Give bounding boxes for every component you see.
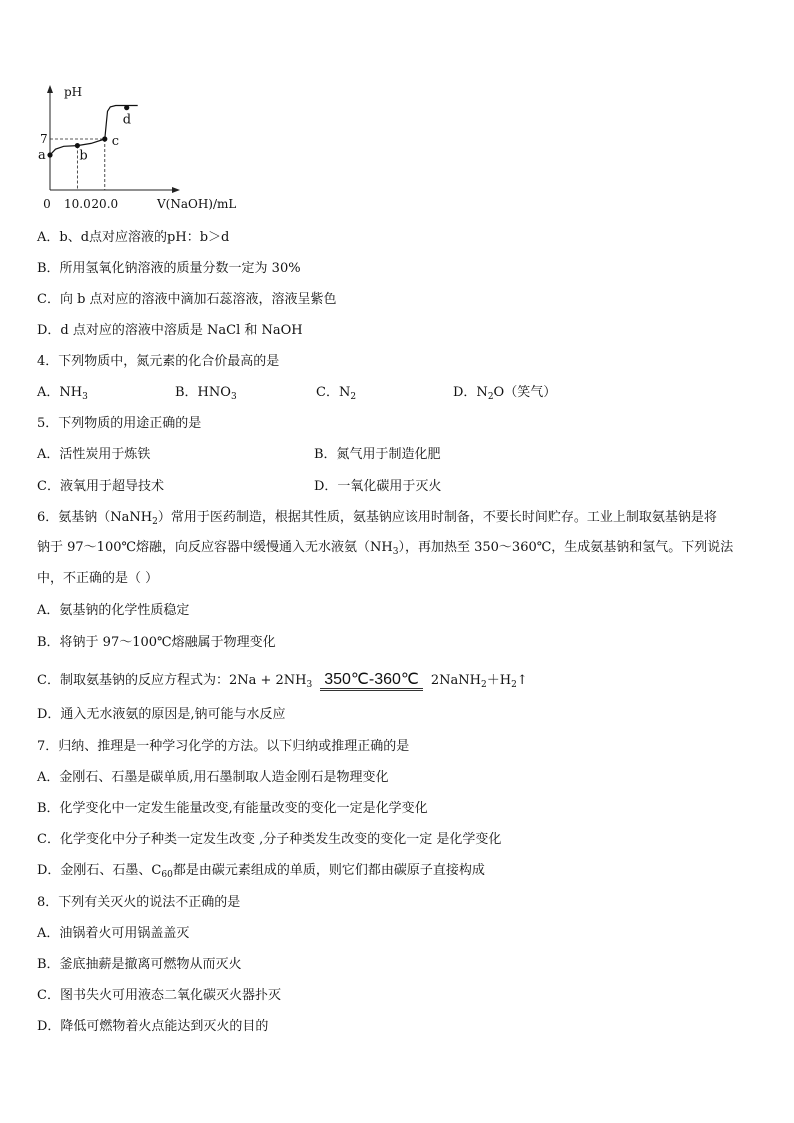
point-label-b: b <box>79 148 88 164</box>
q8-stem: 8．下列有关灭火的说法不正确的是 <box>37 895 241 910</box>
data-point-a <box>47 152 52 157</box>
q3-option-a: A．b、d点对应溶液的pH：b＞d <box>37 230 230 245</box>
q3-option-b: B．所用氢氧化钠溶液的质量分数一定为 30% <box>37 261 301 276</box>
q5-option-d: D．一氧化碳用于灭火 <box>314 479 442 494</box>
q8-option-b: B．釜底抽薪是撤离可燃物从而灭火 <box>37 957 242 972</box>
q6-stem-line-2: 钠于 97～100℃熔融，向反应容器中缓慢通入无水液氨$(NH_3)$，再加热至 350～360℃，生成氨基钠和氢气。下列说法 <box>37 540 734 557</box>
point-label-d: d <box>122 112 132 128</box>
y-axis-label: pH <box>64 85 83 99</box>
q8-option-c: C．图书失火可用液态二氧化碳灭火器扑灭 <box>37 988 281 1003</box>
q6-stem-line-3: 中，不正确的是（ ） <box>37 571 159 586</box>
q5-option-c: C．液氧用于超导技术 <box>37 479 164 494</box>
q6-option-a: A．氨基钠的化学性质稳定 <box>37 603 190 618</box>
y-axis-arrow <box>47 85 53 93</box>
q6-stem-line-1: 6．氨基钠（NaNH$_2$）常用于医药制造，根据其性质，氨基钠应该用时制备，不要长时间贮存。工业上制取氨基钠是将 <box>37 510 717 527</box>
q4-option-b: B．$HNO_3$ <box>175 385 237 402</box>
q6-option-b: B．将钠于 97～100℃熔融属于物理变化 <box>37 635 276 650</box>
q4-option-a: A．$NH_3$ <box>37 385 88 402</box>
point-label-c: c <box>111 134 120 149</box>
q4-option-d: D．$N_2O$（笑气） <box>453 385 557 402</box>
q5-option-a: A．活性炭用于炼铁 <box>37 447 151 462</box>
q4-stem: 4．下列物质中，氮元素的化合价最高的是 <box>37 354 280 369</box>
x-axis-arrow <box>172 187 180 193</box>
x-tick-label: 0 <box>43 197 51 211</box>
q4-option-c: C．$N_2$ <box>316 385 357 402</box>
data-point-d <box>124 105 129 110</box>
q5-stem: 5．下列物质的用途正确的是 <box>37 416 202 431</box>
q6-option-d: D．通入无水液氨的原因是,钠可能与水反应 <box>37 707 286 722</box>
ph-titration-chart <box>36 82 236 214</box>
q7-option-b: B．化学变化中一定发生能量改变,有能量改变的变化一定是化学变化 <box>37 801 428 816</box>
reaction-condition: 350℃-360℃ <box>320 671 423 691</box>
q7-stem: 7．归纳、推理是一种学习化学的方法。以下归纳或推理正确的是 <box>37 739 410 754</box>
data-point-c <box>102 136 107 141</box>
gas-arrow-icon: ↑ <box>516 673 528 688</box>
q7-option-d: D．金刚石、石墨、$C_{60}$都是由碳元素组成的单质，则它们都由碳原子直接构成 <box>37 863 485 880</box>
q7-option-c: C．化学变化中分子种类一定发生改变 ,分子种类发生改变的变化一定 是化学变化 <box>37 832 502 847</box>
x-tick-label: 10.0 <box>64 197 91 211</box>
point-label-a: a <box>38 148 46 164</box>
q5-option-b: B．氮气用于制造化肥 <box>314 447 441 462</box>
q8-option-a: A．油锅着火可用锅盖盖灭 <box>37 926 190 941</box>
q3-option-c: C．向 b 点对应的溶液中滴加石蕊溶液，溶液呈紫色 <box>37 292 337 307</box>
q3-option-d: D．d 点对应的溶液中溶质是 NaCl 和 NaOH <box>37 323 303 338</box>
q8-option-d: D．降低可燃物着火点能达到灭火的目的 <box>37 1019 269 1034</box>
q6-option-c: C．制取氨基钠的反应方程式为：$2Na + 2NH_3$ 350℃-360℃ $2NaNH_2+H_2↑$ <box>37 671 528 690</box>
y-tick-label: 7 <box>40 132 48 146</box>
x-axis-label: V(NaOH)/mL <box>157 197 236 211</box>
data-point-b <box>75 143 80 148</box>
q7-option-a: A．金刚石、石墨是碳单质,用石墨制取人造金刚石是物理变化 <box>37 770 389 785</box>
x-tick-label: 20.0 <box>91 197 119 211</box>
